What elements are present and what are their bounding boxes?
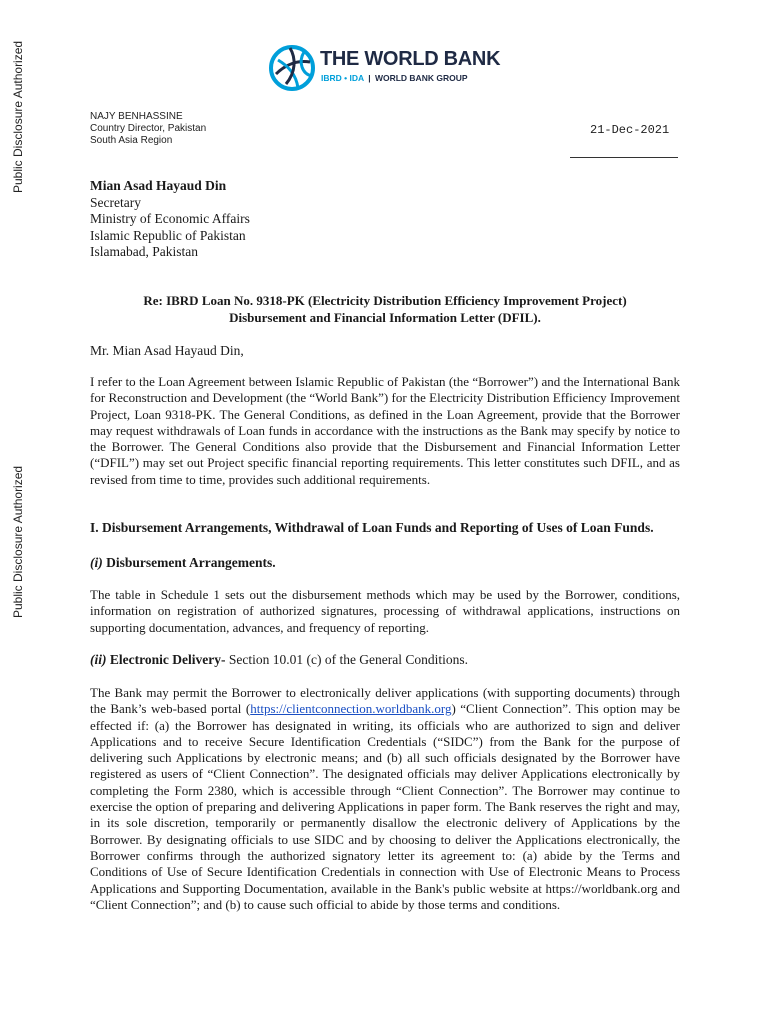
subsection-1-heading bbox=[90, 555, 276, 571]
subsection-1-title: Disbursement Arrangements. bbox=[106, 555, 276, 570]
addressee-block bbox=[90, 178, 250, 261]
addressee-position: Secretary bbox=[90, 194, 141, 210]
subject-line-1: Re: IBRD Loan No. 9318-PK (Electricity Distribution Efficiency Improvement Project) bbox=[143, 293, 627, 308]
subsection-2-text-a: The Bank may permit the Borrower to electronically deliver applications (with supporting documents) through the Bank’s web-based portal ( bbox=[90, 685, 680, 717]
logo-group: WORLD BANK GROUP bbox=[374, 73, 468, 83]
signature-line bbox=[570, 157, 678, 158]
addressee-country: Islamic Republic of Pakistan bbox=[90, 227, 246, 243]
public-disclosure-stamp-top: Public Disclosure Authorized bbox=[11, 40, 25, 193]
globe-icon bbox=[268, 44, 316, 92]
subject-line bbox=[90, 293, 680, 326]
logo-separator: | bbox=[368, 73, 371, 83]
subsection-2-heading bbox=[90, 652, 468, 668]
public-disclosure-stamp-bottom: Public Disclosure Authorized bbox=[11, 465, 25, 618]
addressee-ministry: Ministry of Economic Affairs bbox=[90, 211, 250, 226]
sender-title: Country Director, Pakistan bbox=[90, 123, 207, 134]
subsection-1-number: (i) bbox=[90, 555, 103, 570]
subsection-2-paragraph bbox=[90, 685, 680, 913]
addressee-city: Islamabad, Pakistan bbox=[90, 244, 198, 259]
subsection-2-number: (ii) bbox=[90, 652, 107, 667]
intro-paragraph: I refer to the Loan Agreement between Islamic Republic of Pakistan (the “Borrower”) and the International Bank for Reconstruction and Development (the “World Bank”) for the Electricity Distribution Efficiency Improvement Project, Loan 9318-PK. The General Conditions, as defined in the Loan Agreement, provide that the Borrower may request withdrawals of Loan funds in accordance with the instructions as the Bank may specify by notice to the Borrower. The General Conditions also provide that the Disbursement and Financial Information Letter (“DFIL”) may set out Project specific financial reporting requirements. This letter constitutes such DFIL, and as revised from time to time, provides such additional requirements. bbox=[90, 374, 680, 487]
sender-region: South Asia Region bbox=[90, 135, 173, 146]
client-connection-link[interactable]: https://clientconnection.worldbank.org bbox=[250, 701, 452, 717]
subject-line-2: Disbursement and Financial Information Letter (DFIL). bbox=[229, 309, 541, 325]
logo-subtitle bbox=[321, 73, 468, 83]
letter-date: 21-Dec-2021 bbox=[590, 123, 670, 137]
sender-block bbox=[90, 111, 206, 147]
logo-title: THE WORLD BANK bbox=[320, 48, 501, 70]
addressee-name: Mian Asad Hayaud Din bbox=[90, 178, 227, 193]
subsection-2-reference: Section 10.01 (c) of the General Conditions. bbox=[225, 652, 469, 667]
logo-ibrd-ida: IBRD • IDA bbox=[321, 73, 364, 83]
salutation: Mr. Mian Asad Hayaud Din, bbox=[90, 343, 244, 358]
section-1-heading: I. Disbursement Arrangements, Withdrawal of Loan Funds and Reporting of Uses of Loan Funds. bbox=[90, 520, 654, 535]
subsection-2-title: Electronic Delivery- bbox=[109, 652, 226, 667]
sender-name: NAJY BENHASSINE bbox=[90, 111, 183, 122]
world-bank-logo bbox=[268, 44, 503, 94]
subsection-1-paragraph: The table in Schedule 1 sets out the disbursement methods which may be used by the Borrower, conditions, information on registration of authorized signatures, processing of withdrawal applications, instructions on supporting documentation, advances, and frequency of reporting. bbox=[90, 587, 680, 635]
subsection-2-text-b: ) “Client Connection”. This option may be effected if: (a) the Borrower has designated in writing, its officials who are authorized to sign and deliver Applications and to receive Secure Identification Credentials (“SIDC”) from the Bank for the purpose of delivering such Applications by electronic means; and (b) all such officials designated by the Borrower have registered as users of “Client Connection”. The designated officials may deliver Applications electronically by completing the Form 2380, which is accessible through “Client Connection”. The Borrower may continue to exercise the option of preparing and delivering Applications in paper form. The Bank reserves the right and may, in its sole discretion, temporarily or permanently disallow the electronic delivery of Applications by the Borrower. By designating officials to use SIDC and by choosing to deliver the Applications electronically, the Borrower confirms through the authorized signatory letter its agreement to: (a) abide by the Terms and Conditions of Use of Secure Identification Credentials in connection with Use of Electronic Means to Process Applications and Supporting Documentation, available in the Bank's public website at https://worldbank.org and “Client Connection”; and (b) to cause such official to abide by those terms and conditions. bbox=[90, 701, 680, 912]
